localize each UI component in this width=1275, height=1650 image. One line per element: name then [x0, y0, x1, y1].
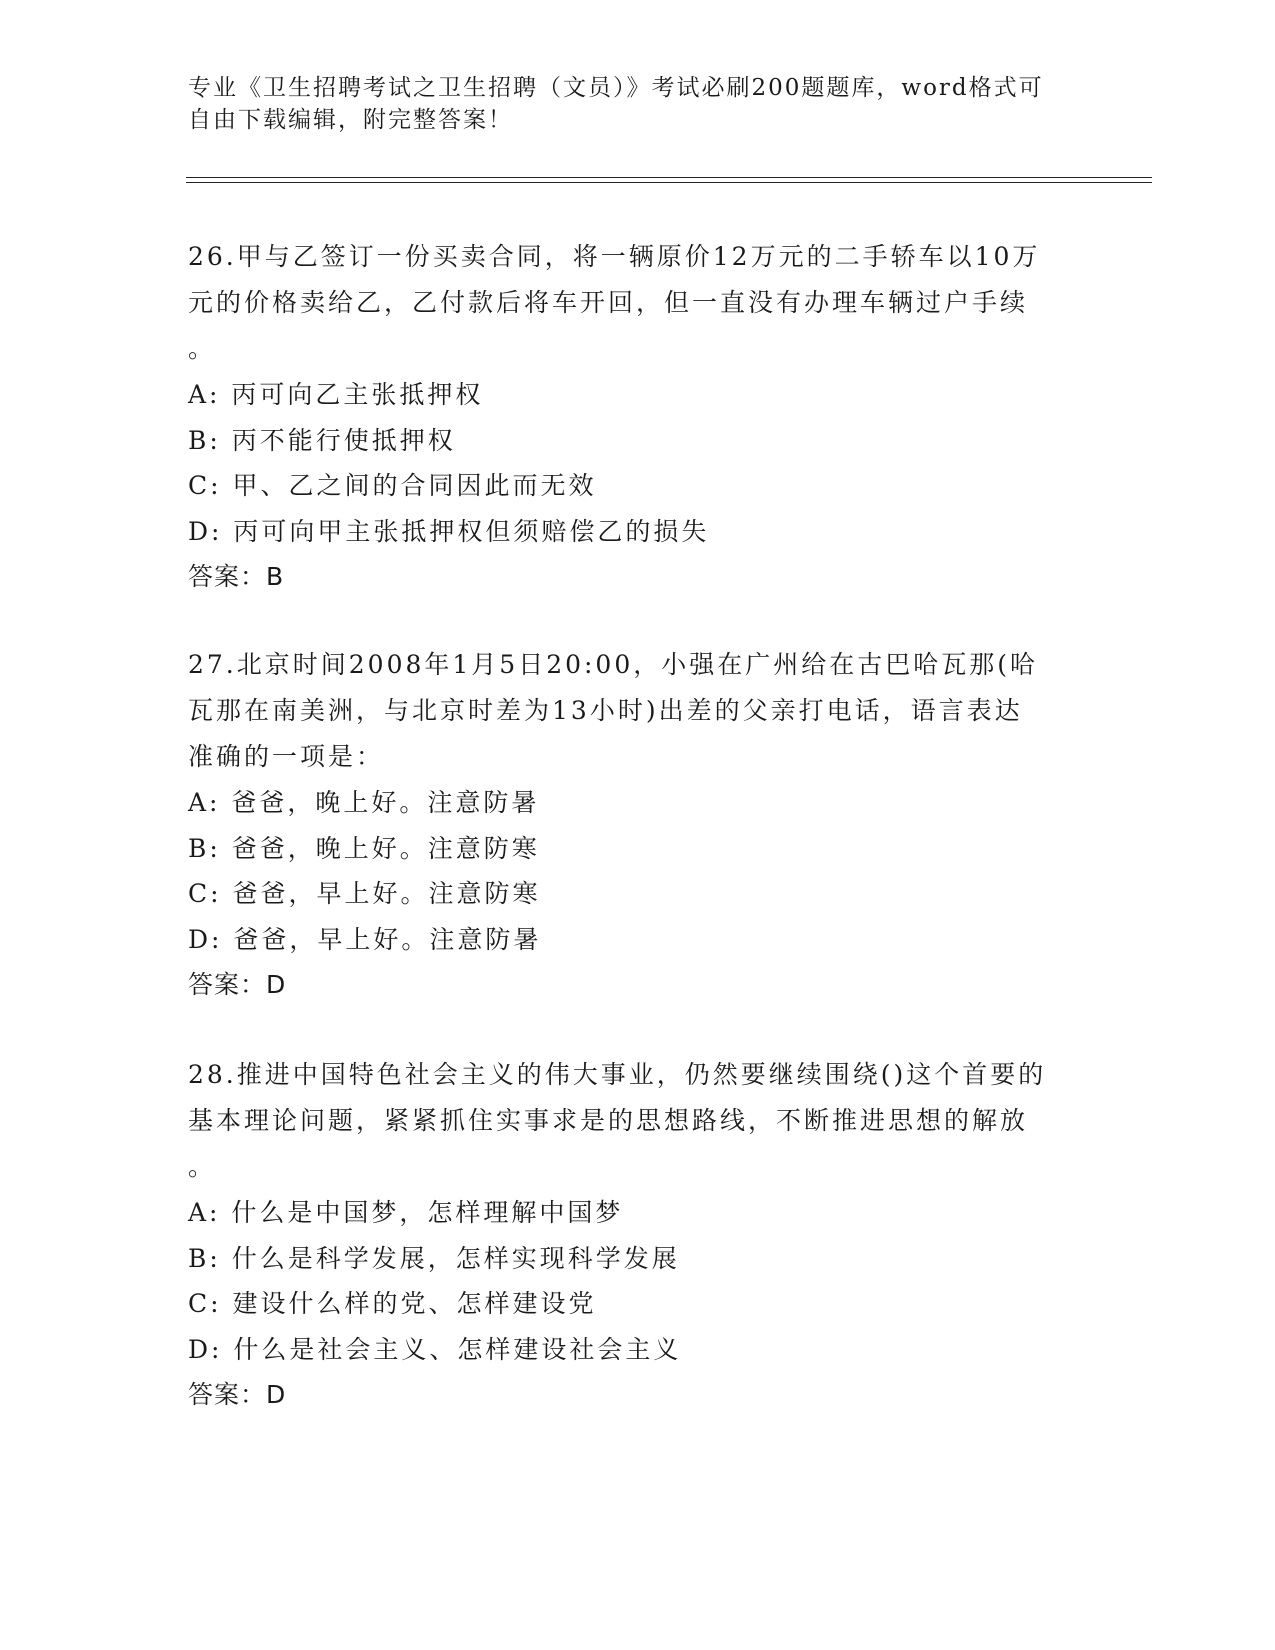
- header-rule-top: [186, 177, 1152, 178]
- question-stem-line: 准确的一项是：: [188, 742, 385, 771]
- question-26: [188, 234, 1078, 600]
- question-stem-line: 元的价格卖给乙，乙付款后将车开回，但一直没有办理车辆过户手续: [188, 288, 1029, 317]
- question-stem-line: 。: [188, 1152, 217, 1181]
- option-c: C: 甲、乙之间的合同因此而无效: [188, 471, 597, 500]
- question-27: [188, 642, 1078, 1008]
- question-stem-line: 28.推进中国特色社会主义的伟大事业，仍然要继续围绕()这个首要的: [188, 1060, 1047, 1089]
- option-c: C: 建设什么样的党、怎样建设党: [188, 1289, 597, 1318]
- option-b: B: 丙不能行使抵押权: [188, 425, 456, 455]
- question-stem-line: 27.北京时间2008年1月5日20:00，小强在广州给在古巴哈瓦那(哈: [188, 650, 1038, 679]
- question-stem-line: 。: [188, 334, 217, 363]
- answer: 答案：D: [188, 1380, 287, 1409]
- option-c: C: 爸爸，早上好。注意防寒: [188, 879, 541, 908]
- option-b: B: 爸爸，晚上好。注意防寒: [188, 833, 540, 863]
- document-header: 专业《卫生招聘考试之卫生招聘（文员）》考试必刷200题题库，word格式可自由下载编辑，附完整答案！: [188, 75, 1044, 133]
- option-d: D: 丙可向甲主张抵押权但须赔偿乙的损失: [188, 516, 710, 546]
- option-d: D: 什么是社会主义、怎样建设社会主义: [188, 1334, 682, 1364]
- option-a: A: 什么是中国梦，怎样理解中国梦: [188, 1198, 624, 1227]
- question-stem-line: 26.甲与乙签订一份买卖合同，将一辆原价12万元的二手轿车以10万: [188, 242, 1041, 271]
- option-a: A: 丙可向乙主张抵押权: [188, 380, 484, 409]
- question-28: [188, 1052, 1078, 1418]
- option-a: A: 爸爸，晚上好。注意防暑: [188, 788, 540, 817]
- answer: 答案：D: [188, 970, 287, 999]
- answer: 答案：B: [188, 562, 285, 591]
- option-d: D: 爸爸，早上好。注意防暑: [188, 924, 542, 954]
- question-stem-line: 基本理论问题，紧紧抓住实事求是的思想路线，不断推进思想的解放: [188, 1106, 1029, 1135]
- header-rule-bottom: [186, 182, 1152, 183]
- question-stem-line: 瓦那在南美洲，与北京时差为13小时)出差的父亲打电话，语言表达: [188, 696, 1023, 725]
- option-b: B: 什么是科学发展，怎样实现科学发展: [188, 1243, 680, 1273]
